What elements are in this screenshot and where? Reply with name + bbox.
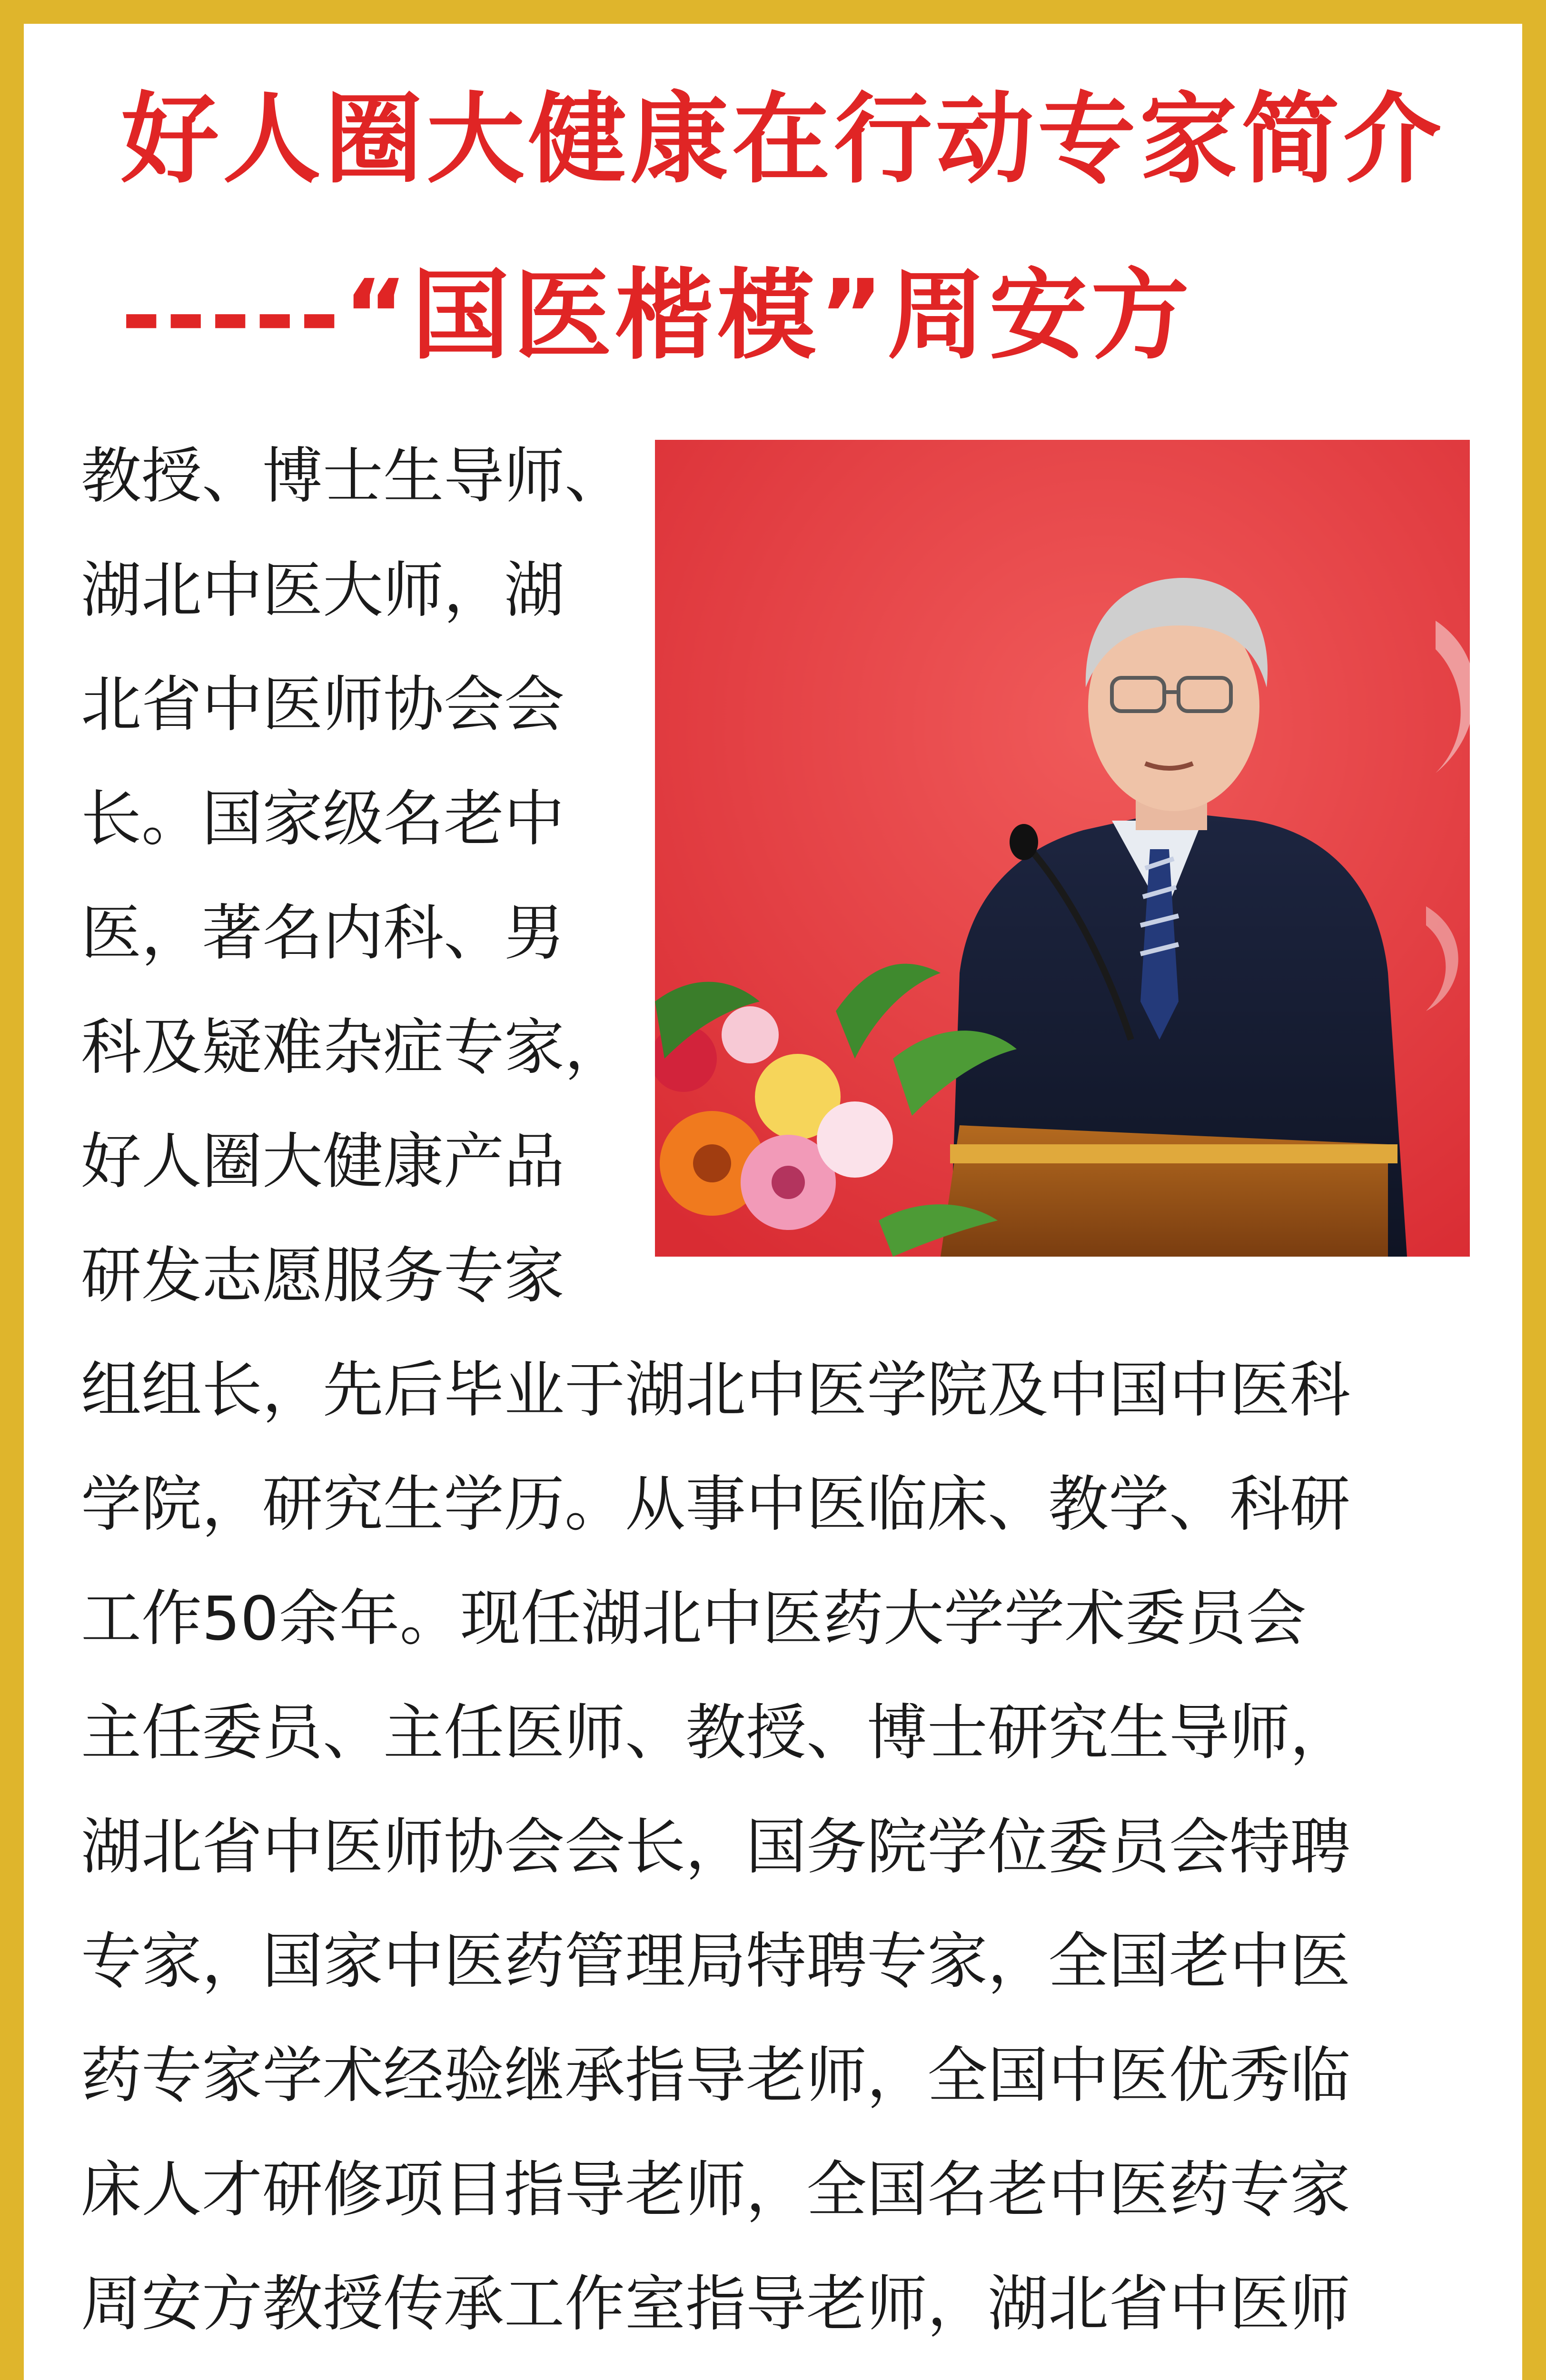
intro-line: 长。国家级名老中 (81, 783, 565, 854)
page-title: 好人圈大健康在行动专家简介 (121, 82, 1446, 197)
body-line: 周安方教授传承工作室指导老师，湖北省中医师 (81, 2269, 1351, 2339)
page-subtitle: -----“国医楷模”周安方 (121, 258, 1193, 373)
body-line: 湖北省中医师协会会长，国务院学位委员会特聘 (81, 1812, 1351, 1882)
body-line (81, 2361, 1350, 2380)
body-line: 组组长，先后毕业于湖北中医学院及中国中医科 (81, 1355, 1351, 1425)
body-line: 主任委员、主任医师、教授、博士研究生导师， (81, 1697, 1351, 1768)
intro-line: 湖北中医大师，湖 (81, 555, 565, 625)
intro-line: 教授、博士生导师、 (81, 441, 625, 511)
intro-line: 医，著名内科、男 (81, 898, 565, 968)
intro-line: 北省中医师协会会 (81, 669, 565, 740)
intro-line: 科及疑难杂症专家， (81, 1012, 625, 1082)
body-line: 药专家学术经验继承指导老师，全国中医优秀临 (81, 2040, 1351, 2111)
body-line: 学院，研究生学历。从事中医临床、教学、科研 (81, 1469, 1351, 1539)
body-line: 工作50余年。现任湖北中医药大学学术委员会 (81, 1583, 1307, 1654)
body-line: 床人才研修项目指导老师，全国名老中医药专家 (81, 2154, 1351, 2225)
speaker-photo (655, 440, 1470, 1257)
body-line: 专家，国家中医药管理局特聘专家，全国老中医 (81, 1926, 1351, 1996)
intro-line: 好人圈大健康产品 (81, 1126, 565, 1197)
intro-line: 研发志愿服务专家 (81, 1240, 565, 1311)
